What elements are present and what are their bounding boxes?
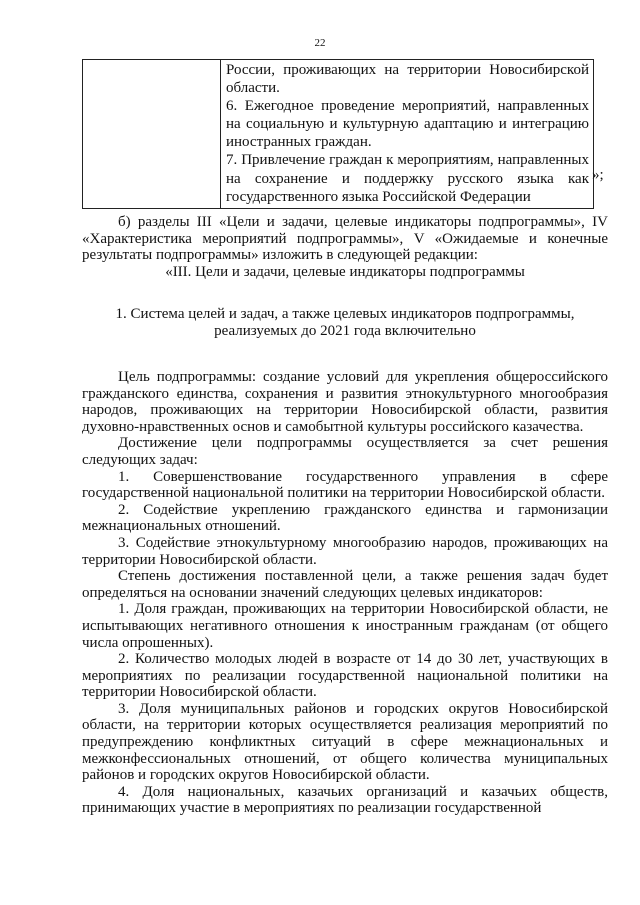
- amendment-intro: [82, 214, 608, 280]
- section-title: «III. Цели и задачи, целевые индикаторы подпрограммы: [165, 263, 525, 280]
- page-number: 22: [314, 37, 326, 49]
- table-line: 7. Привлечение граждан к мероприятиям, направленных на сохранение и поддержку русского языка как государственного языка Российской Федерации: [226, 152, 589, 205]
- table-cell-measures: [221, 60, 594, 209]
- continuation-table: [82, 59, 594, 209]
- table-row: [83, 60, 594, 209]
- indicator-item: 1. Доля граждан, проживающих на территории Новосибирской области, не испытывающих негативного отношения к иностранным гражданам (от общего числа опрошенных).: [82, 601, 608, 651]
- paragraph-goal: Цель подпрограммы: создание условий для укрепления общероссийского гражданского единства, сохранения и развития этнокультурного многообразия народов, проживающих на территории Новосибирской области, развития духовно-нравственных основ и самобытной культуры российского казачества.: [82, 369, 608, 435]
- task-item: 3. Содействие этнокультурному многообразию народов, проживающих на территории Новосибирской области.: [82, 534, 608, 568]
- indicator-item: 3. Доля муниципальных районов и городских округов Новосибирской области, на территории которых осуществляется реализация мероприятий по предупреждению конфликтных ситуаций в сфере межнациональных и межконфессиональных отношений, от общего количества муниципальных районов и городских округов Новосибирской области.: [82, 700, 608, 784]
- subsection-title-line: реализуемых до 2021 года включительно: [214, 322, 476, 339]
- closing-quote: »;: [592, 167, 604, 183]
- table-line: 6. Ежегодное проведение мероприятий, направленных на социальную и культурную адаптацию и интеграцию иностранных граждан.: [226, 98, 589, 151]
- task-item: 1. Совершенствование государственного управления в сфере государственной национальной политики на территории Новосибирской области.: [82, 468, 608, 502]
- table-line: России, проживающих на территории Новосибирской области.: [226, 62, 589, 97]
- task-item: 2. Содействие укреплению гражданского единства и гармонизации межнациональных отношений.: [82, 501, 608, 535]
- subsection-title-line: 1. Система целей и задач, а также целевых индикаторов подпрограммы,: [115, 306, 575, 322]
- subsection-heading: [82, 306, 608, 339]
- body-text: [82, 369, 608, 817]
- paragraph: Степень достижения поставленной цели, а также решения задач будет определяться на основании значений следующих целевых индикаторов:: [82, 568, 608, 601]
- table-cell-empty: [83, 60, 221, 209]
- paragraph: Достижение цели подпрограммы осуществляется за счет решения следующих задач:: [82, 435, 608, 468]
- indicator-item: 4. Доля национальных, казачьих организаций и казачьих обществ, принимающих участие в мероприятиях по реализации государственной: [82, 783, 608, 817]
- intro-paragraph: б) разделы III «Цели и задачи, целевые индикаторы подпрограммы», IV «Характеристика мероприятий подпрограммы», V «Ожидаемые и конечные результаты подпрограммы» изложить в следующей редакции:: [82, 214, 608, 264]
- indicator-item: 2. Количество молодых людей в возрасте от 14 до 30 лет, участвующих в мероприятиях по реализации государственной национальной политики на территории Новосибирской области.: [82, 651, 608, 701]
